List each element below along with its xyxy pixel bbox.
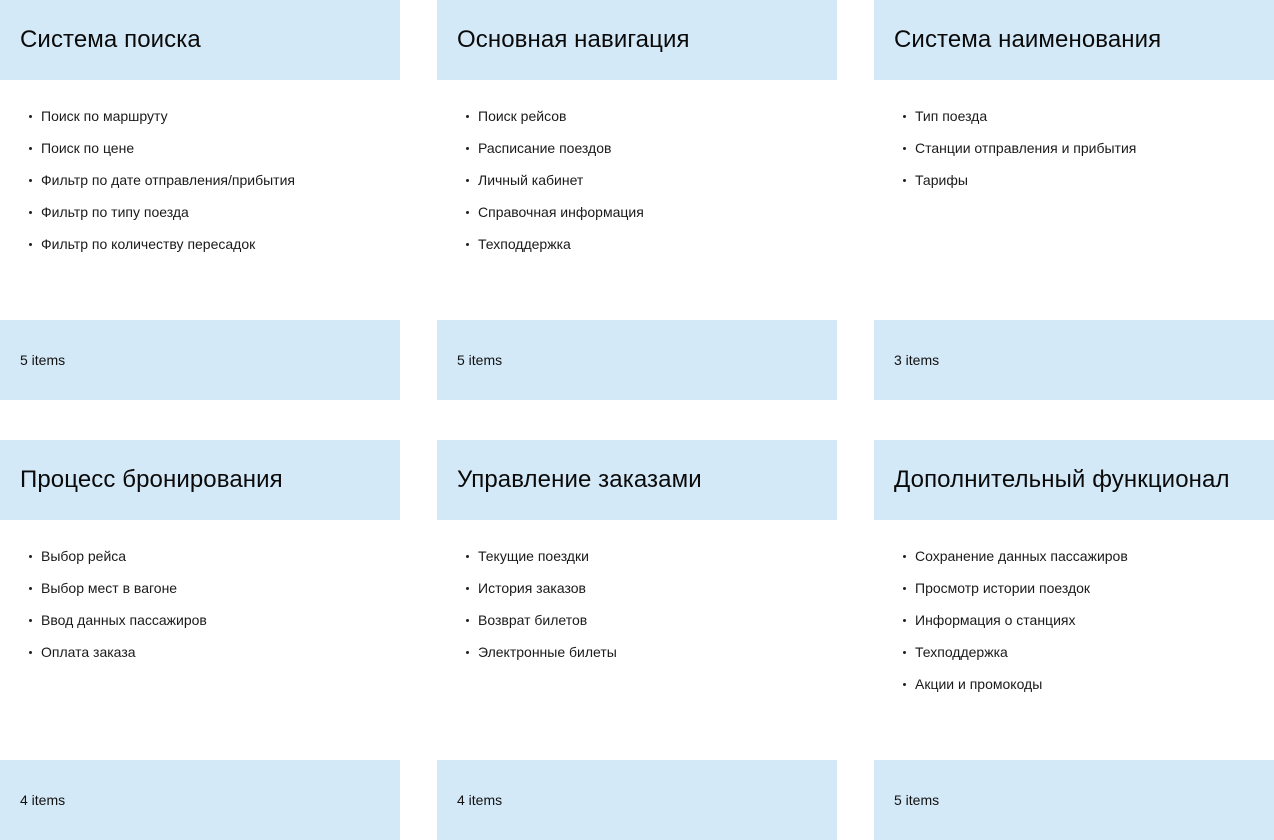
bullet-icon bbox=[29, 115, 32, 118]
card-footer bbox=[874, 760, 1274, 840]
bullet-icon bbox=[466, 651, 469, 654]
list-item: Фильтр по типу поезда bbox=[0, 196, 400, 228]
list-item: Тарифы bbox=[874, 164, 1274, 196]
list-item: Выбор рейса bbox=[0, 540, 400, 572]
item-count: 3 items bbox=[894, 352, 940, 368]
list-item: Ввод данных пассажиров bbox=[0, 604, 400, 636]
item-count: 5 items bbox=[20, 352, 66, 368]
card-header bbox=[874, 0, 1274, 80]
card-title: Управление заказами bbox=[457, 466, 702, 493]
item-count: 5 items bbox=[894, 792, 940, 808]
card-title: Система наименования bbox=[894, 26, 1162, 53]
bullet-icon bbox=[466, 555, 469, 558]
card-item-list bbox=[437, 100, 837, 260]
card-header bbox=[437, 440, 837, 520]
bullet-icon bbox=[29, 619, 32, 622]
card-item-list bbox=[0, 540, 400, 668]
card-header bbox=[437, 0, 837, 80]
list-item: Возврат билетов bbox=[437, 604, 837, 636]
bullet-icon bbox=[466, 619, 469, 622]
bullet-icon bbox=[903, 179, 906, 182]
card-title: Процесс бронирования bbox=[20, 466, 283, 493]
item-count: 4 items bbox=[457, 792, 503, 808]
bullet-icon bbox=[903, 683, 906, 686]
list-item: Информация о станциях bbox=[874, 604, 1274, 636]
card-title: Система поиска bbox=[20, 26, 201, 53]
list-item: Текущие поездки bbox=[437, 540, 837, 572]
bullet-icon bbox=[903, 619, 906, 622]
item-count: 5 items bbox=[457, 352, 503, 368]
list-item: Оплата заказа bbox=[0, 636, 400, 668]
bullet-icon bbox=[29, 179, 32, 182]
card-title: Основная навигация bbox=[457, 26, 690, 53]
bullet-icon bbox=[29, 587, 32, 590]
card-item-list bbox=[874, 100, 1274, 196]
list-item: Поиск по цене bbox=[0, 132, 400, 164]
card-search-system bbox=[0, 0, 400, 400]
card-header bbox=[874, 440, 1274, 520]
bullet-icon bbox=[903, 115, 906, 118]
card-booking-process bbox=[0, 440, 400, 840]
card-naming-system bbox=[874, 0, 1274, 400]
bullet-icon bbox=[466, 243, 469, 246]
bullet-icon bbox=[903, 587, 906, 590]
bullet-icon bbox=[466, 115, 469, 118]
bullet-icon bbox=[29, 555, 32, 558]
list-item: Техподдержка bbox=[874, 636, 1274, 668]
card-main-navigation bbox=[437, 0, 837, 400]
item-count: 4 items bbox=[20, 792, 66, 808]
card-item-list bbox=[437, 540, 837, 668]
card-additional-features bbox=[874, 440, 1274, 840]
bullet-icon bbox=[903, 555, 906, 558]
list-item: Фильтр по количеству пересадок bbox=[0, 228, 400, 260]
bullet-icon bbox=[29, 211, 32, 214]
bullet-icon bbox=[466, 587, 469, 590]
list-item: Личный кабинет bbox=[437, 164, 837, 196]
bullet-icon bbox=[466, 147, 469, 150]
card-footer bbox=[437, 320, 837, 400]
card-item-list bbox=[0, 100, 400, 260]
list-item: Просмотр истории поездок bbox=[874, 572, 1274, 604]
list-item: Сохранение данных пассажиров bbox=[874, 540, 1274, 572]
list-item: Станции отправления и прибытия bbox=[874, 132, 1274, 164]
bullet-icon bbox=[903, 651, 906, 654]
list-item: Поиск рейсов bbox=[437, 100, 837, 132]
list-item: Тип поезда bbox=[874, 100, 1274, 132]
list-item: Поиск по маршруту bbox=[0, 100, 400, 132]
list-item: Электронные билеты bbox=[437, 636, 837, 668]
list-item: Выбор мест в вагоне bbox=[0, 572, 400, 604]
bullet-icon bbox=[903, 147, 906, 150]
card-item-list bbox=[874, 540, 1274, 700]
card-footer bbox=[437, 760, 837, 840]
bullet-icon bbox=[29, 147, 32, 150]
card-footer bbox=[874, 320, 1274, 400]
card-header bbox=[0, 0, 400, 80]
list-item: Акции и промокоды bbox=[874, 668, 1274, 700]
list-item: Фильтр по дате отправления/прибытия bbox=[0, 164, 400, 196]
card-order-management bbox=[437, 440, 837, 840]
card-footer bbox=[0, 320, 400, 400]
card-header bbox=[0, 440, 400, 520]
list-item: История заказов bbox=[437, 572, 837, 604]
bullet-icon bbox=[466, 211, 469, 214]
list-item: Справочная информация bbox=[437, 196, 837, 228]
card-footer bbox=[0, 760, 400, 840]
list-item: Расписание поездов bbox=[437, 132, 837, 164]
bullet-icon bbox=[466, 179, 469, 182]
card-title: Дополнительный функционал bbox=[894, 466, 1230, 493]
bullet-icon bbox=[29, 243, 32, 246]
bullet-icon bbox=[29, 651, 32, 654]
list-item: Техподдержка bbox=[437, 228, 837, 260]
